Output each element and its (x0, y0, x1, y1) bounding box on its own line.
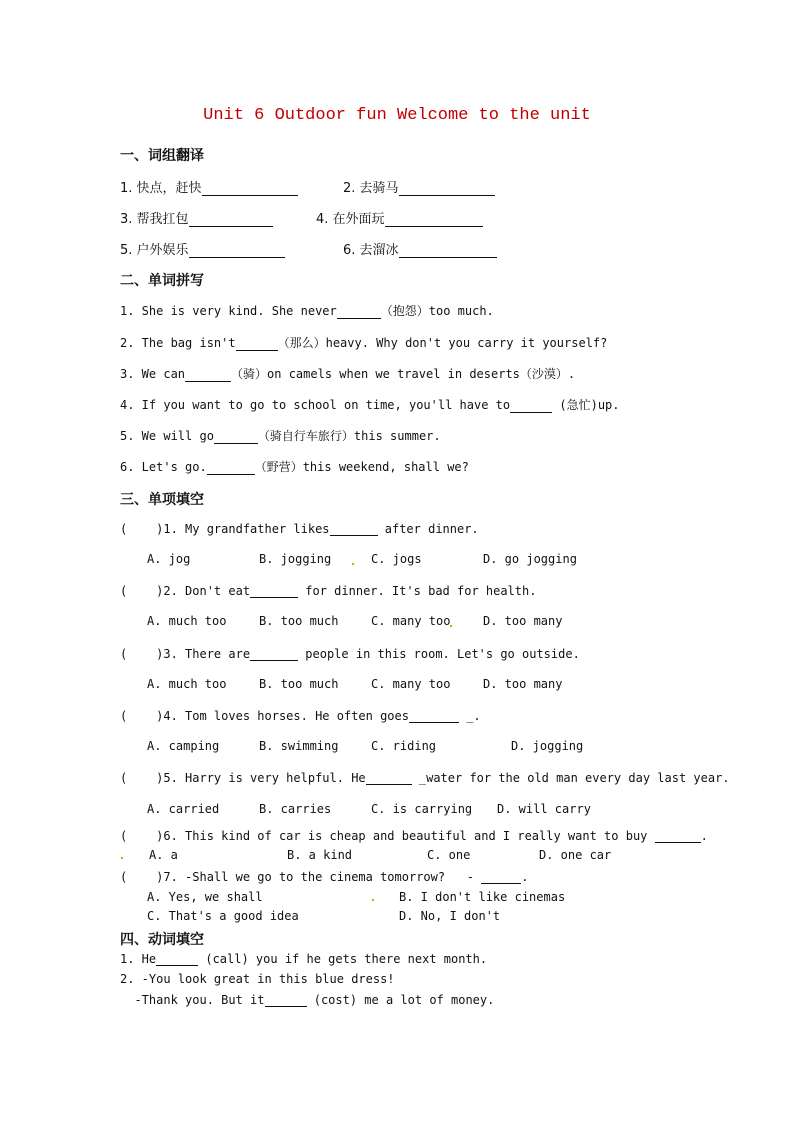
question-text: ( )5. Harry is very helpful. He (120, 771, 366, 785)
answer-blank[interactable] (189, 212, 273, 227)
question-text: ( )7. -Shall we go to the cinema tomorrow? - (120, 870, 475, 884)
answer-blank[interactable] (250, 646, 298, 661)
mc-question (120, 828, 708, 843)
mc-question (120, 646, 580, 661)
verb-item (120, 992, 494, 1007)
mc-question (120, 521, 479, 536)
spelling-item (120, 396, 620, 413)
sentence-text: （那么）heavy. Why don't you carry it yourself? (277, 336, 608, 350)
stray-mark (121, 857, 123, 859)
mc-option[interactable]: C. many too (371, 677, 451, 691)
answer-blank[interactable] (385, 212, 483, 227)
question-text: _water for the old man every day last year. (411, 771, 730, 785)
vocab-text: 快点，赶快 (136, 181, 202, 196)
item-number: 1. (120, 181, 133, 196)
spelling-item (120, 458, 469, 475)
vocab-text: 户外娱乐 (136, 243, 189, 258)
mc-option[interactable]: A. much too (147, 614, 227, 628)
mc-option[interactable]: C. jogs (371, 552, 422, 566)
mc-option[interactable]: C. one (427, 848, 471, 862)
question-text: ( )1. My grandfather likes (120, 522, 330, 536)
answer-blank[interactable] (481, 869, 521, 884)
spelling-item (120, 334, 607, 351)
mc-option[interactable]: B. jogging (259, 552, 332, 566)
question-text: ( )2. Don't eat (120, 584, 251, 598)
mc-option[interactable]: A. jog (147, 552, 191, 566)
item-number: 6. (343, 243, 356, 258)
item-number: 4. (316, 212, 329, 227)
section-heading-vocab: 一、词组翻译 (120, 148, 204, 164)
mc-option[interactable]: A. much too (147, 677, 227, 691)
answer-blank[interactable] (236, 336, 278, 351)
mc-option[interactable]: A. a (149, 848, 178, 862)
vocab-item (343, 177, 495, 196)
mc-option[interactable]: D. No, I don't (399, 909, 501, 923)
answer-blank[interactable] (366, 770, 412, 785)
sentence-text: 6. Let's go. (120, 460, 207, 474)
mc-option[interactable]: C. many too (371, 614, 451, 628)
vocab-text: 在外面玩 (332, 212, 385, 227)
item-number: 3. (120, 212, 133, 227)
question-text: _. (458, 709, 481, 723)
mc-option[interactable]: B. too much (259, 614, 339, 628)
answer-blank[interactable] (214, 429, 258, 444)
question-text: ( )4. Tom loves horses. He often goes (120, 709, 409, 723)
sentence-text: (cost) me a lot of money. (306, 993, 495, 1007)
section-heading-verbs: 四、动词填空 (120, 932, 204, 948)
stray-mark (450, 625, 452, 627)
vocab-item (316, 208, 483, 227)
spelling-item (120, 365, 575, 382)
answer-blank[interactable] (265, 992, 307, 1007)
answer-blank[interactable] (399, 181, 495, 196)
page-title: Unit 6 Outdoor fun Welcome to the unit (203, 106, 591, 125)
sentence-text: 2. The bag isn't (120, 336, 236, 350)
sentence-text: （抱怨）too much. (380, 304, 494, 318)
mc-option[interactable]: C. riding (371, 739, 437, 753)
sentence-text: (急忙)up. (552, 398, 620, 412)
mc-question (120, 583, 536, 598)
sentence-text: 3. We can (120, 367, 186, 381)
mc-question (120, 869, 528, 884)
mc-option[interactable]: C. That's a good idea (147, 909, 299, 923)
mc-option[interactable]: A. Yes, we shall (147, 890, 263, 904)
sentence-text: 1. She is very kind. She never (120, 304, 337, 318)
question-text: ( )3. There are (120, 647, 251, 661)
mc-option[interactable]: D. too many (483, 614, 563, 628)
question-text: for dinner. It's bad for health. (298, 584, 537, 598)
answer-blank[interactable] (337, 304, 381, 319)
mc-option[interactable]: A. carried (147, 802, 220, 816)
item-number: 5. (120, 243, 133, 258)
sentence-text: -Thank you. But it (120, 993, 265, 1007)
mc-option[interactable]: B. a kind (287, 848, 353, 862)
sentence-text: （野营）this weekend, shall we? (254, 460, 469, 474)
vocab-item (120, 239, 285, 258)
question-text: ( )6. This kind of car is cheap and beautiful and I really want to buy (120, 829, 648, 843)
question-text: . (521, 870, 529, 884)
answer-blank[interactable] (399, 243, 497, 258)
mc-option[interactable]: B. carries (259, 802, 332, 816)
verb-item (120, 972, 395, 986)
answer-blank[interactable] (156, 951, 198, 966)
mc-option[interactable]: D. will carry (497, 802, 591, 816)
spelling-item (120, 427, 441, 444)
item-number: 2. (343, 181, 356, 196)
mc-option[interactable]: D. one car (539, 848, 612, 862)
sentence-text: （骑自行车旅行）this summer. (257, 429, 441, 443)
mc-option[interactable]: B. I don't like cinemas (399, 890, 566, 904)
vocab-item (343, 239, 497, 258)
vocab-item (120, 177, 298, 196)
mc-option[interactable]: D. jogging (511, 739, 584, 753)
vocab-text: 去骑马 (359, 181, 399, 196)
question-text: after dinner. (377, 522, 479, 536)
vocab-text: 去溜冰 (359, 243, 399, 258)
answer-blank[interactable] (409, 708, 459, 723)
answer-blank[interactable] (655, 828, 701, 843)
vocab-item (120, 208, 273, 227)
sentence-text: （骑）on camels when we travel in deserts（沙漠）. (231, 367, 576, 381)
section-heading-multiple-choice: 三、单项填空 (120, 492, 204, 508)
sentence-text: 1. He (120, 952, 157, 966)
sentence-text: 2. -You look great in this blue dress! (120, 972, 395, 986)
answer-blank[interactable] (207, 460, 255, 475)
section-heading-spelling: 二、单词拼写 (120, 273, 204, 289)
stray-mark (352, 563, 354, 565)
mc-option[interactable]: D. go jogging (483, 552, 577, 566)
sentence-text: (call) you if he gets there next month. (198, 952, 488, 966)
vocab-text: 帮我扛包 (136, 212, 189, 227)
sentence-text: 5. We will go (120, 429, 214, 443)
mc-option[interactable]: D. too many (483, 677, 563, 691)
mc-option[interactable]: A. camping (147, 739, 220, 753)
answer-blank[interactable] (202, 181, 298, 196)
answer-blank[interactable] (189, 243, 285, 258)
answer-blank[interactable] (330, 521, 378, 536)
question-text: people in this room. Let's go outside. (298, 647, 580, 661)
answer-blank[interactable] (185, 367, 231, 382)
mc-option[interactable]: B. too much (259, 677, 339, 691)
sentence-text: 4. If you want to go to school on time, you'll have to (120, 398, 511, 412)
question-text: . (700, 829, 708, 843)
mc-option[interactable]: C. is carrying (371, 802, 473, 816)
answer-blank[interactable] (250, 583, 298, 598)
mc-option[interactable]: B. swimming (259, 739, 339, 753)
verb-item (120, 951, 487, 966)
stray-mark (372, 899, 374, 901)
answer-blank[interactable] (510, 398, 552, 413)
mc-question (120, 770, 730, 785)
mc-question (120, 708, 481, 723)
spelling-item (120, 302, 494, 319)
